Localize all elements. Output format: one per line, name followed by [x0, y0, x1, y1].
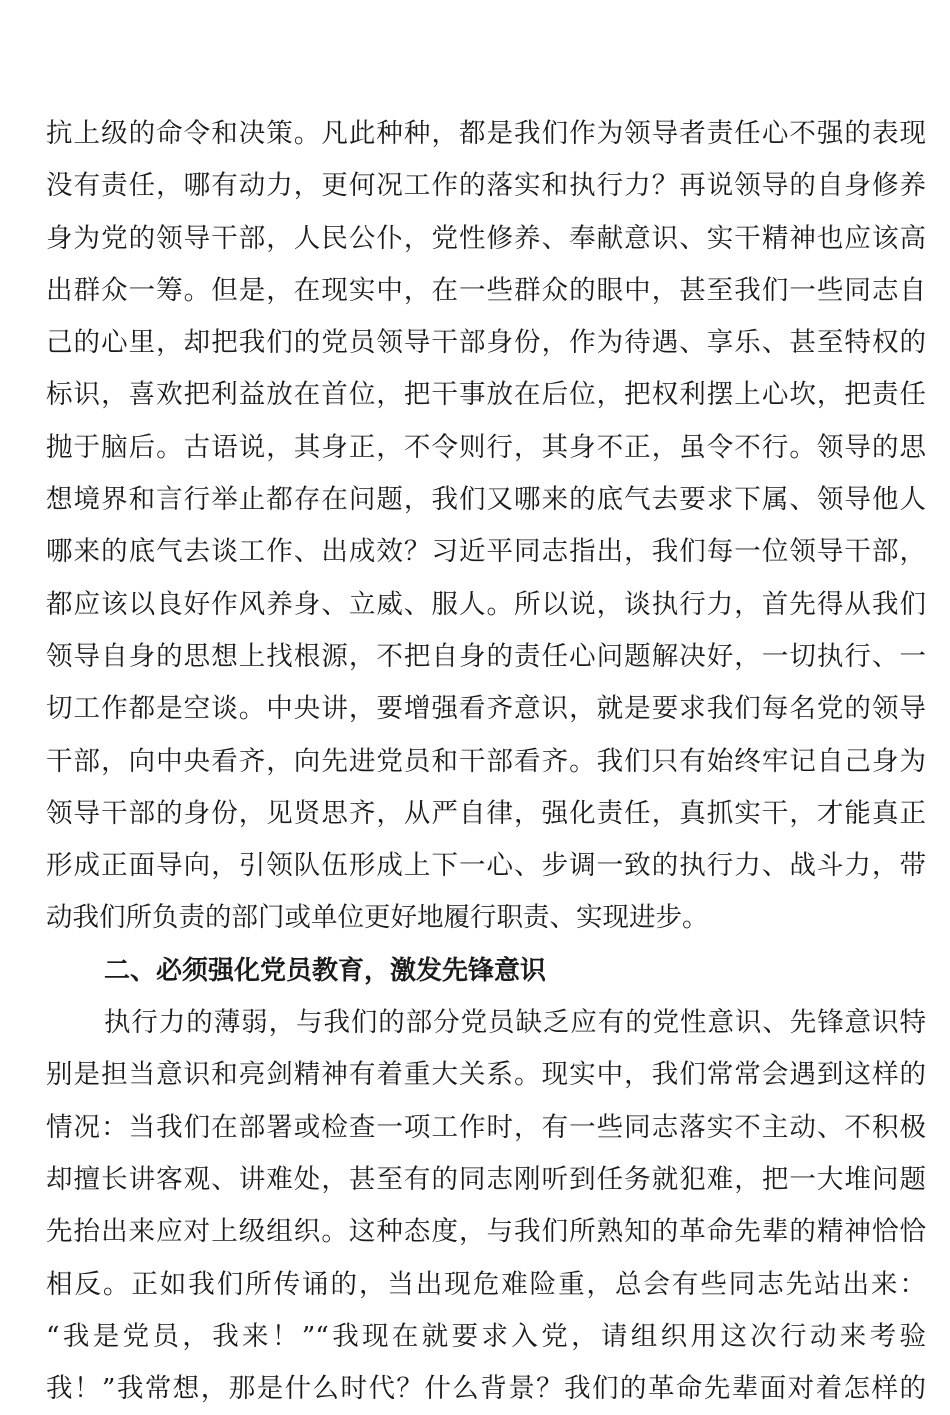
text-line: 己的心里，却把我们的党员领导干部身份，作为待遇、享乐、甚至特权的	[46, 327, 926, 359]
text-line: 抗上级的命令和决策。凡此种种，都是我们作为领导者责任心不强的表现	[46, 118, 926, 149]
text-line: “我是党员，我来！”“我现在就要求入党，请组织用这次行动来考验	[46, 1320, 926, 1352]
text-line: 都应该以良好作风养身、立威、服人。所以说，谈执行力，首先得从我们	[46, 588, 926, 620]
text-line: 领导自身的思想上找根源，不把自身的责任心问题解决好，一切执行、一	[46, 640, 926, 672]
text-line: 身为党的领导干部，人民公仆，党性修养、奉献意识、实干精神也应该高	[46, 222, 926, 254]
text-line: 出群众一筹。但是，在现实中，在一些群众的眼中，甚至我们一些同志自	[46, 274, 926, 306]
text-line: 哪来的底气去谈工作、出成效？习近平同志指出，我们每一位领导干部，	[46, 536, 926, 568]
text-line: 执行力的薄弱，与我们的部分党员缺乏应有的党性意识、先锋意识特	[104, 1007, 926, 1039]
text-line: 情况：当我们在部署或检查一项工作时，有一些同志落实不主动、不积极	[46, 1111, 926, 1143]
text-line: 抛于脑后。古语说，其身正，不令则行，其身不正，虽令不行。领导的思	[46, 431, 926, 463]
text-line: 形成正面导向，引领队伍形成上下一心、步调一致的执行力、战斗力，带	[46, 850, 926, 882]
text-line: 标识，喜欢把利益放在首位，把干事放在后位，把权利摆上心坎，把责任	[46, 379, 926, 411]
text-line: 别是担当意识和亮剑精神有着重大关系。现实中，我们常常会遇到这样的	[46, 1059, 926, 1091]
text-line: 动我们所负责的部门或单位更好地履行职责、实现进步。	[46, 902, 709, 934]
text-line: 我！”我常想，那是什么时代？什么背景？我们的革命先辈面对着怎样的	[46, 1373, 926, 1405]
text-line: 先抬出来应对上级组织。这种态度，与我们所熟知的革命先辈的精神恰恰	[46, 1216, 926, 1248]
text-line: 领导干部的身份，见贤思齐，从严自律，强化责任，真抓实干，才能真正	[46, 797, 926, 829]
text-line: 却擅长讲客观、讲难处，甚至有的同志刚听到任务就犯难，把一大堆问题	[46, 1163, 926, 1195]
section-heading: 二、必须强化党员教育，激发先锋意识	[104, 955, 547, 986]
text-line: 干部，向中央看齐，向先进党员和干部看齐。我们只有始终牢记自己身为	[46, 745, 926, 777]
text-line: 没有责任，哪有动力，更何况工作的落实和执行力？再说领导的自身修养	[46, 170, 926, 202]
text-line: 切工作都是空谈。中央讲，要增强看齐意识，就是要求我们每名党的领导	[46, 693, 926, 725]
text-line: 相反。正如我们所传诵的，当出现危难险重，总会有些同志先站出来：	[46, 1268, 926, 1300]
document-body	[46, 108, 926, 1415]
text-line: 想境界和言行举止都存在问题，我们又哪来的底气去要求下属、领导他人	[46, 484, 926, 516]
